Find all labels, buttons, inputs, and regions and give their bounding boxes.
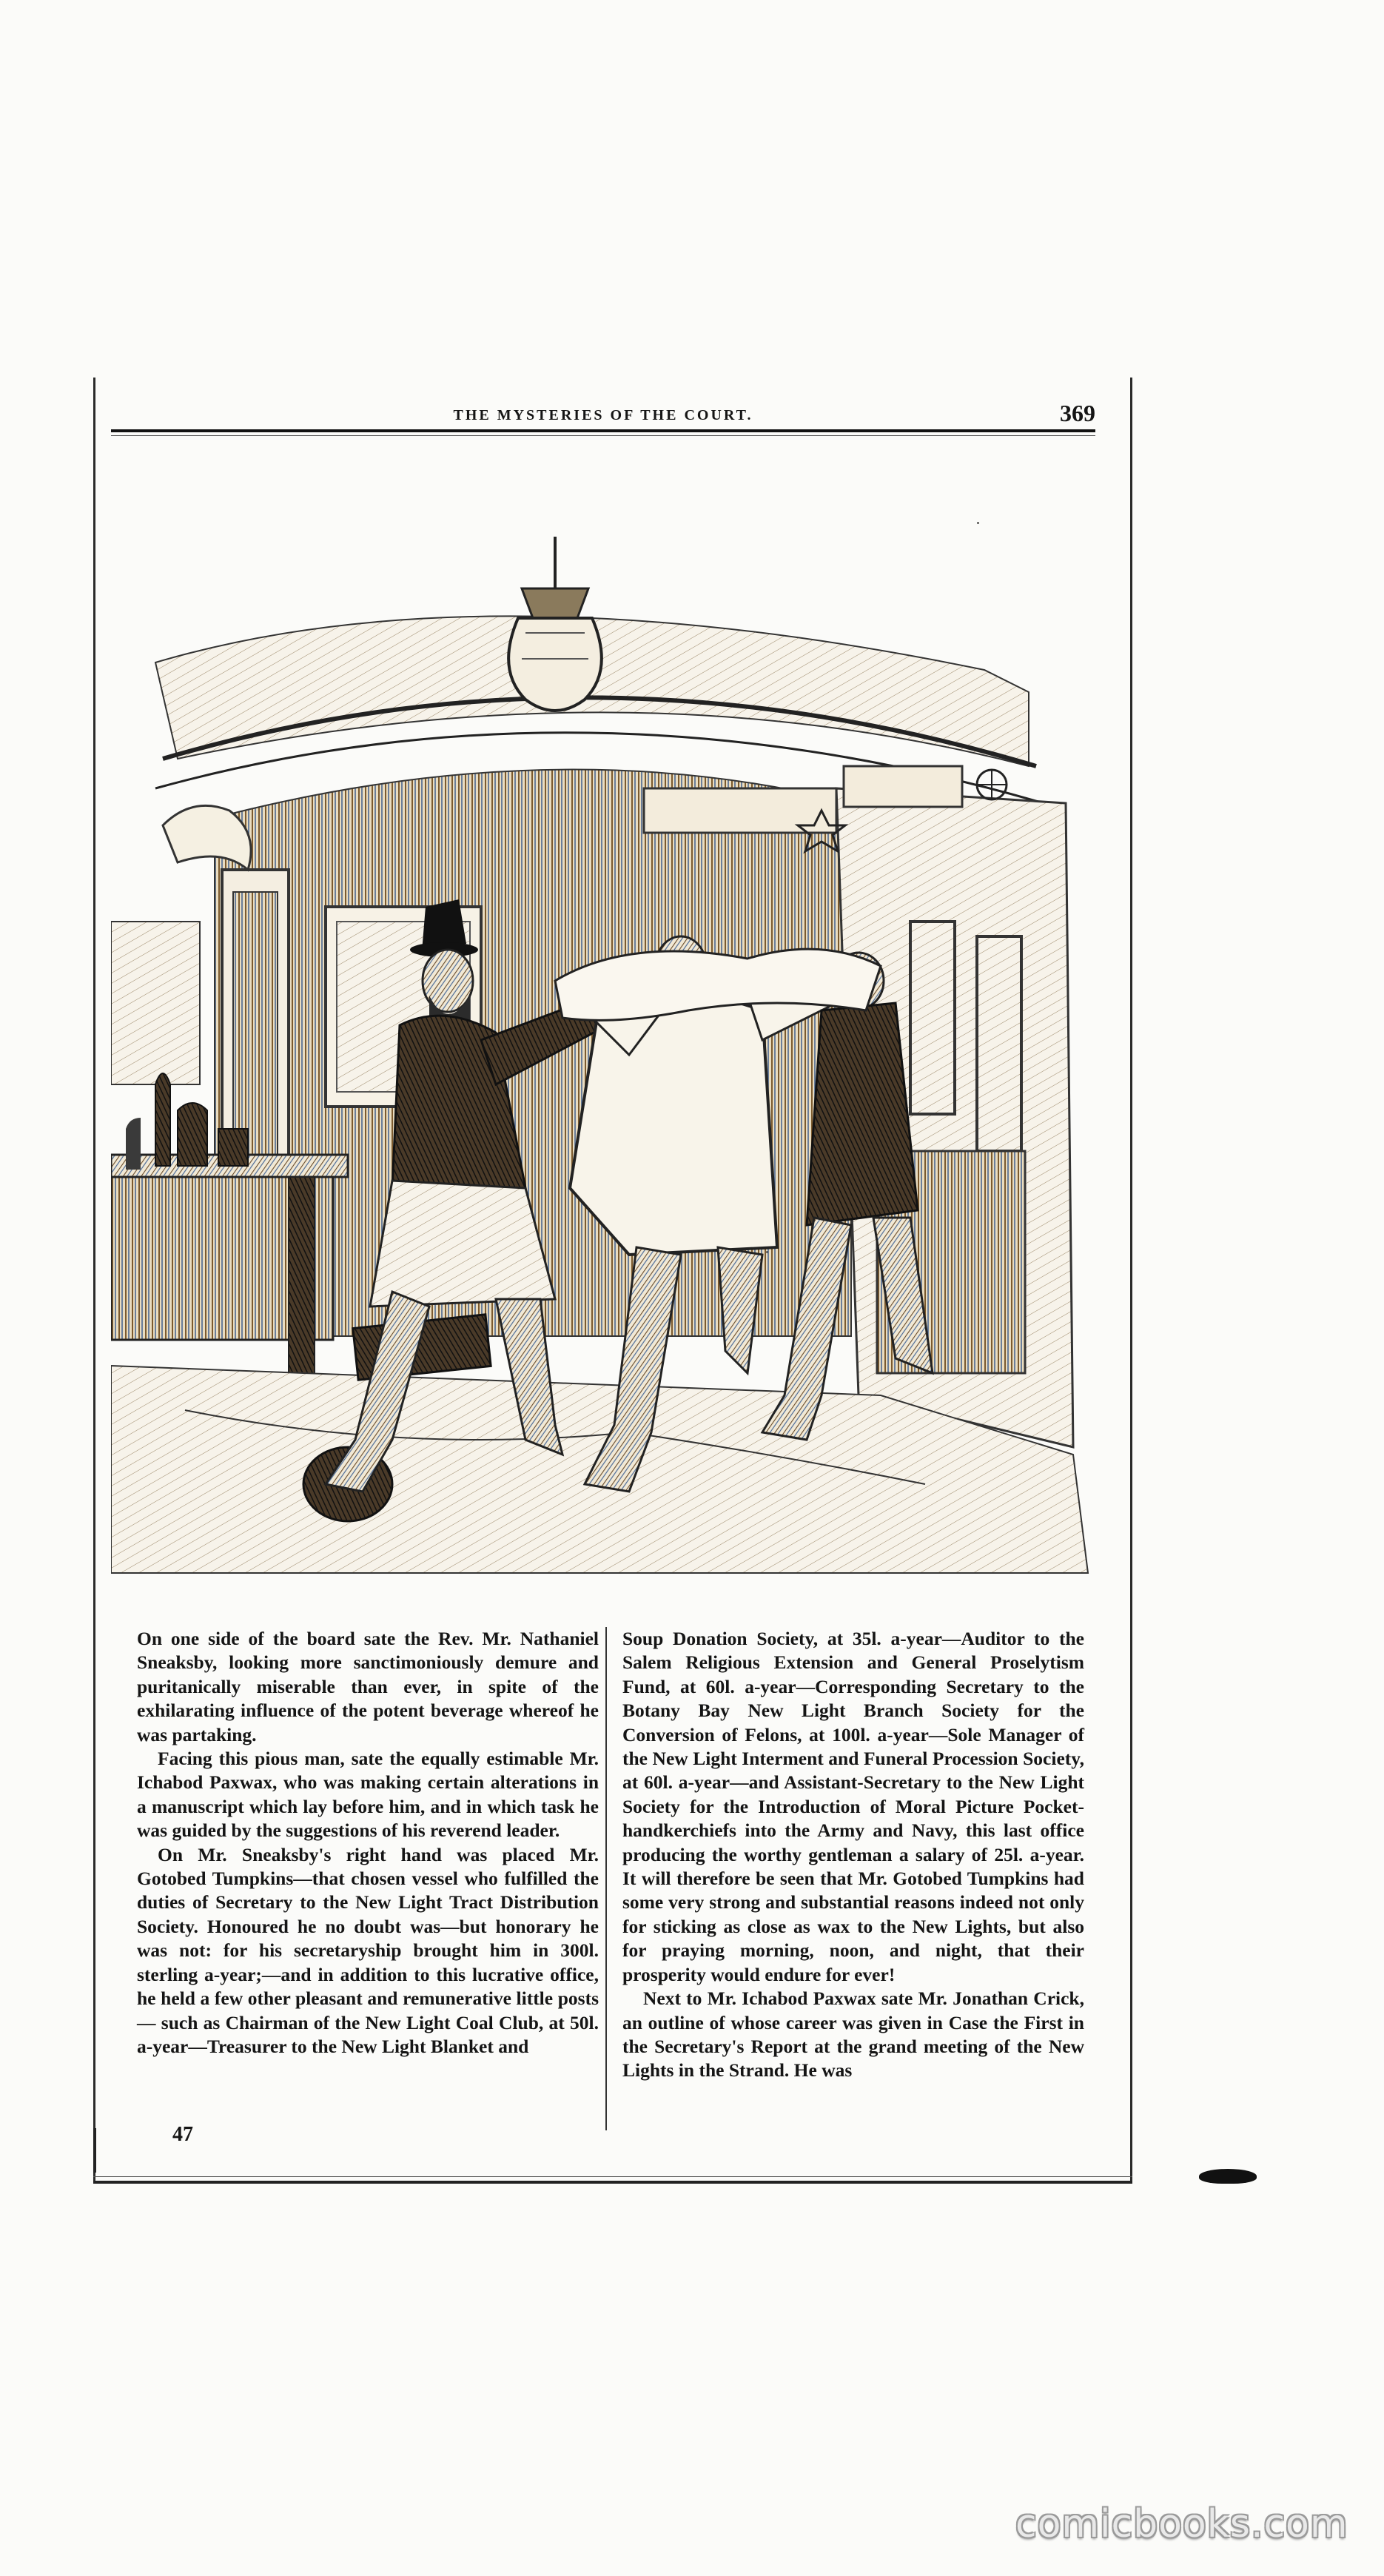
column-right xyxy=(622,1627,1084,2083)
engraving-svg xyxy=(111,522,1103,1588)
head-rule-thin xyxy=(111,435,1095,436)
head-rule xyxy=(111,429,1095,432)
column-divider xyxy=(605,1627,607,2130)
running-title: THE MYSTERIES OF THE COURT. xyxy=(453,407,753,423)
margin-mark xyxy=(93,2128,96,2173)
watermark: comicbooks.com xyxy=(1015,2502,1348,2546)
running-head xyxy=(111,400,1095,438)
paragraph: Soup Donation Society, at 35l. a-year—Auditor to the Salem Religious Extension and General Proselytism Fund, at 60l. a-year—Corresponding Secretary to the Botany Bay New Light Branch Society for the Conversion of Felons, at 100l. a-year—Sole Manager of the New Light Interment and Funeral Procession Society, at 60l. a-year—and Assistant-Secretary to the New Light Society for the Introduction of Moral Picture Pocket-handkerchiefs into the Army and Navy, this last office producing the worthy gentleman a salary of 25l. a-year. It will therefore be seen that Mr. Gotobed Tumpkins had some very strong and substantial reasons indeed not only for sticking as close as wax to the New Lights, but also for praying morning, noon, and night, that their prosperity would endure for ever! xyxy=(622,1628,1084,1985)
paragraph: Facing this pious man, sate the equally estimable Mr. Ichabod Paxwax, who was making certain alterations in a manuscript which lay before him, and in which task he was guided by the suggestions of his reverend leader. xyxy=(137,1748,599,1842)
dust-speck xyxy=(766,1251,768,1253)
paragraph: On Mr. Sneaksby's right hand was placed Mr. Gotobed Tumpkins—that chosen vessel who fulfilled the duties of Secretary to the New Light Tract Distribution Society. Honoured he no doubt was—but honorary he was not: for his secretaryship brought him in 300l. sterling a-year;—and in addition to this lucrative office, he held a few other pleasant and remunerative little posts — such as Chairman of the New Light Coal Club, at 50l. a-year—Treasurer to the New Light Blanket and xyxy=(137,1843,599,2057)
dust-speck xyxy=(977,522,979,524)
page-number: 369 xyxy=(1060,400,1095,426)
bottom-rule-thin xyxy=(93,2176,1132,2177)
bottom-rule xyxy=(93,2181,1132,2184)
signature-mark: 47 xyxy=(172,2123,193,2146)
ink-blot xyxy=(1199,2169,1257,2184)
column-left xyxy=(137,1627,599,2059)
paragraph: On one side of the board sate the Rev. Mr. Nathaniel Sneaksby, looking more sanctimoniously demure and puritanically miserable than ever, in spite of the exhilarating influence of the potent beverage whereof he was partaking. xyxy=(137,1628,599,1745)
paragraph: Next to Mr. Ichabod Paxwax sate Mr. Jonathan Crick, an outline of whose career was given in Case the First in the Secretary's Report at the grand meeting of the New Lights in the Strand. He was xyxy=(622,1988,1084,2082)
engraving-illustration xyxy=(111,522,1103,1588)
